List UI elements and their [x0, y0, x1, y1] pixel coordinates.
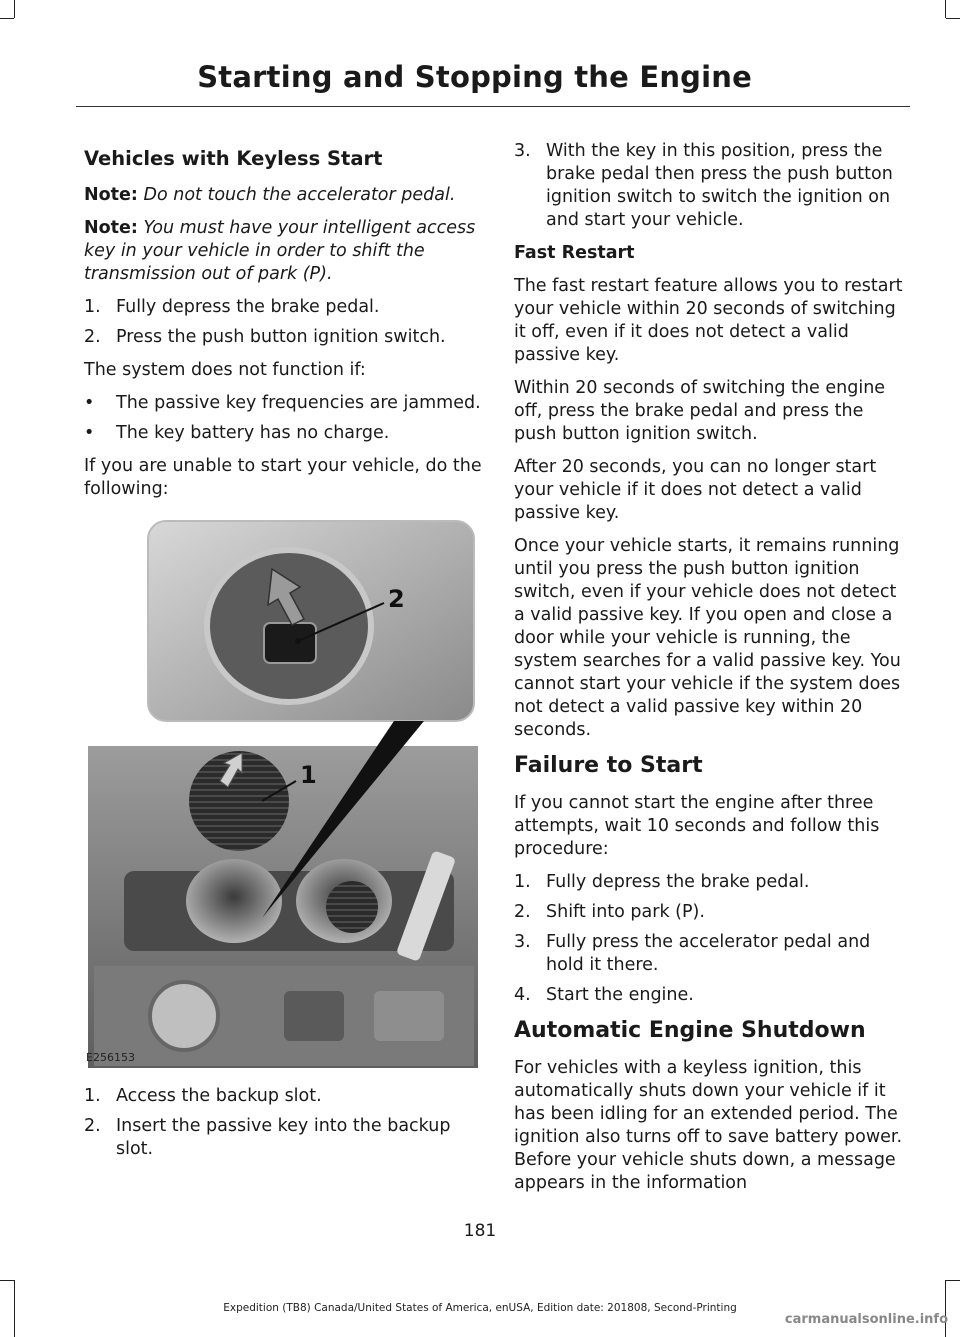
- bullet-text: The key battery has no charge.: [116, 423, 390, 443]
- step-number: 3.: [514, 932, 531, 952]
- page-title: Starting and Stopping the Engine: [197, 60, 752, 94]
- console-button: [374, 991, 444, 1041]
- step-number: 1.: [84, 1086, 101, 1106]
- backup-slot: [264, 623, 316, 663]
- note-label: Note:: [84, 185, 138, 205]
- note-label: Note:: [84, 218, 138, 238]
- list-item: [514, 931, 910, 977]
- illustration-svg: [84, 511, 482, 1071]
- watermark[interactable]: carmanualsonline.info: [784, 1312, 948, 1327]
- backup-slot-illustration: [84, 511, 482, 1071]
- bullet-mark: •: [84, 393, 95, 413]
- fast-restart-paragraph: Within 20 seconds of switching the engine off, press the brake pedal and press the push button ignition switch.: [514, 378, 886, 444]
- note-text: You must have your intelligent access key in your vehicle in order to shift the transmission out of park (P).: [84, 218, 476, 284]
- list-item: [84, 296, 482, 319]
- callout-2: 2: [388, 585, 405, 613]
- step-text: Insert the passive key into the backup slot.: [116, 1116, 451, 1159]
- list-item: [514, 140, 910, 232]
- header-divider: [76, 106, 910, 107]
- left-column: [84, 140, 482, 1171]
- list-item: [514, 871, 910, 894]
- step-number: 2.: [514, 902, 531, 922]
- system-intro: The system does not function if:: [84, 360, 366, 380]
- bullet-text: The passive key frequencies are jammed.: [116, 393, 481, 413]
- unable-to-start-text: If you are unable to start your vehicle, do the following:: [84, 456, 482, 499]
- crop-mark: [14, 0, 15, 18]
- step-text: With the key in this position, press the brake pedal then press the push button ignition switch to switch the ignition on and start your vehicle.: [546, 141, 893, 230]
- failure-conditions: [84, 392, 482, 445]
- cup-insert: [326, 881, 378, 933]
- start-steps: [84, 296, 482, 349]
- section-heading-keyless-start: Vehicles with Keyless Start: [84, 147, 383, 170]
- figure-code: E256153: [86, 1051, 135, 1064]
- list-item: [84, 326, 482, 349]
- step-number: 4.: [514, 985, 531, 1005]
- console-button: [284, 991, 344, 1041]
- fast-restart-paragraph: Once your vehicle starts, it remains running until you press the push button ignition switch, even if your vehicle does not detect a valid passive key. If you open and close a door while your vehicle is running, the system searches for a valid passive key. You cannot start your vehicle if the system does not detect a valid passive key within 20 seconds.: [514, 536, 901, 740]
- step-text: Access the backup slot.: [116, 1086, 322, 1106]
- crop-mark: [946, 18, 960, 19]
- note-intelligent-key: [84, 217, 482, 286]
- crop-mark: [0, 1280, 14, 1281]
- failure-paragraph: If you cannot start the engine after three attempts, wait 10 seconds and follow this procedure:: [514, 793, 880, 859]
- crop-mark: [945, 0, 946, 18]
- note-text: Do not touch the accelerator pedal.: [143, 185, 456, 205]
- step-number: 1.: [84, 297, 101, 317]
- step-number: 2.: [84, 327, 101, 347]
- failure-steps: [514, 871, 910, 1007]
- crop-mark: [0, 18, 14, 19]
- section-heading-failure-to-start: Failure to Start: [514, 753, 703, 778]
- step-text: Fully depress the brake pedal.: [116, 297, 380, 317]
- fast-restart-paragraph: The fast restart feature allows you to restart your vehicle within 20 seconds of switching it off, even if it does not detect a valid passive key.: [514, 276, 903, 365]
- note-accelerator: [84, 184, 482, 207]
- callout-dot: [295, 638, 301, 644]
- backup-steps: [84, 1085, 482, 1161]
- section-heading-auto-shutdown: Automatic Engine Shutdown: [514, 1018, 866, 1043]
- bullet-mark: •: [84, 423, 95, 443]
- section-heading-fast-restart: Fast Restart: [514, 243, 635, 263]
- callout-1: 1: [300, 761, 317, 789]
- step-text: Fully press the accelerator pedal and hold it there.: [546, 932, 871, 975]
- list-item: [84, 1115, 482, 1161]
- cup-holder-left: [186, 859, 282, 943]
- page-number: 181: [463, 1221, 497, 1241]
- step-text: Shift into park (P).: [546, 902, 705, 922]
- step-text: Press the push button ignition switch.: [116, 327, 446, 347]
- auto-shutdown-paragraph: For vehicles with a keyless ignition, this automatically shuts down your vehicle if it has been idling for an extended period. The ignition also turns off to save battery power. Before your vehicle shuts down, a message appears in the information: [514, 1058, 903, 1193]
- step-number: 2.: [84, 1116, 101, 1136]
- step-number: 1.: [514, 872, 531, 892]
- step-text: Start the engine.: [546, 985, 694, 1005]
- console-knob: [150, 982, 218, 1050]
- list-item: [84, 392, 482, 415]
- backup-steps-continued: [514, 140, 910, 232]
- right-column: [514, 140, 910, 1205]
- step-text: Fully depress the brake pedal.: [546, 872, 810, 892]
- list-item: [514, 901, 910, 924]
- fast-restart-paragraph: After 20 seconds, you can no longer start your vehicle if it does not detect a valid passive key.: [514, 457, 877, 523]
- step-number: 3.: [514, 141, 531, 161]
- list-item: [514, 984, 910, 1007]
- crop-mark: [946, 1280, 960, 1281]
- list-item: [84, 422, 482, 445]
- edition-info: Expedition (TB8) Canada/United States of America, enUSA, Edition date: 201808, Second-Printing: [223, 1302, 737, 1314]
- list-item: [84, 1085, 482, 1108]
